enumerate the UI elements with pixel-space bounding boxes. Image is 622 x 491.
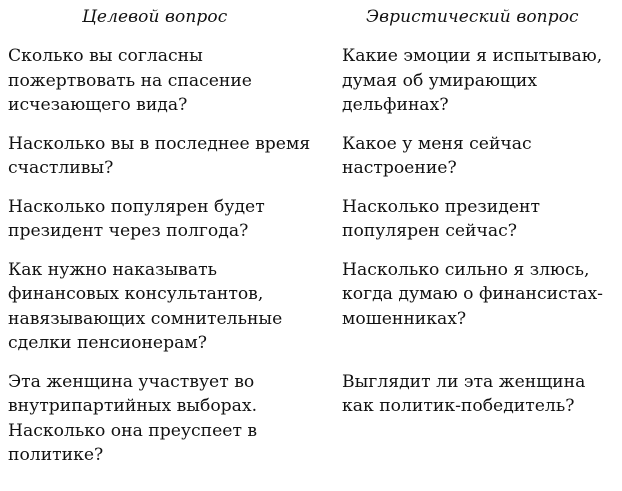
table-body — [8, 44, 622, 468]
target-question: Как нужно наказывать финансовых консультантов, навязывающих сомнительные сделки пенсионерам? — [8, 259, 283, 353]
heuristic-question: Какие эмоции я испытываю, думая об умирающих дельфинах? — [342, 46, 603, 115]
table-row — [8, 370, 622, 468]
heuristic-question-header: Эвристический вопрос — [366, 7, 579, 27]
target-question-header: Целевой вопрос — [82, 7, 228, 27]
heuristic-question: Какое у меня сейчас настроение? — [342, 133, 532, 178]
heuristic-question: Насколько президент популярен сейчас? — [342, 196, 540, 241]
table-row — [8, 195, 622, 244]
target-question: Сколько вы согласны пожертвовать на спасение исчезающего вида? — [8, 46, 252, 115]
table-header — [8, 6, 622, 36]
table-row — [8, 44, 622, 118]
heuristic-question: Насколько сильно я злюсь, когда думаю о финансистах- мошенниках? — [342, 259, 603, 329]
target-question: Насколько популярен будет президент через полгода? — [8, 196, 265, 241]
table-row — [8, 258, 622, 356]
target-question: Насколько вы в последнее время счастливы? — [8, 133, 311, 178]
table-row — [8, 132, 622, 181]
target-question: Эта женщина участвует во внутрипартийных выборах. Насколько она преуспеет в политике? — [8, 371, 258, 465]
heuristic-question: Выглядит ли эта женщина как политик-победитель? — [342, 371, 586, 416]
